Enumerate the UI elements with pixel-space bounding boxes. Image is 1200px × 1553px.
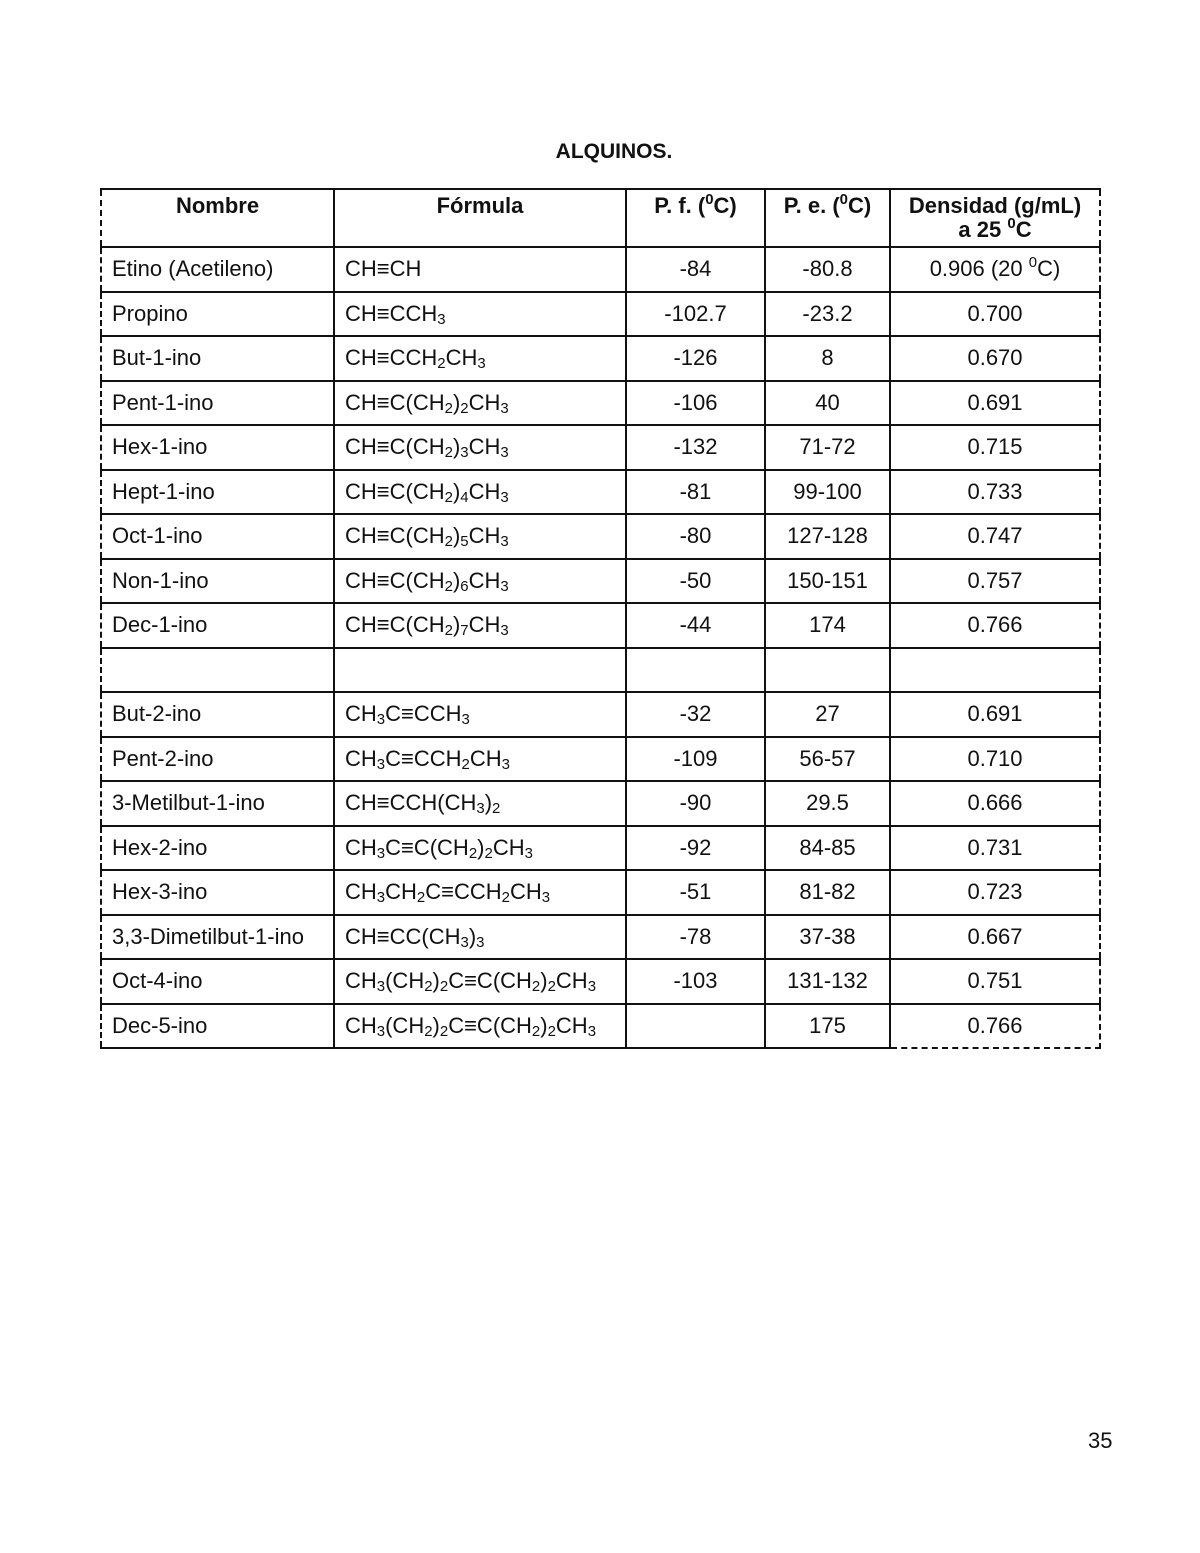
header-boiling-point: P. e. ($^0$C) [765,189,890,247]
cell-formula [334,648,626,693]
page-number: 35 [1088,1428,1113,1453]
table-row [101,336,1100,381]
cell-formula: $CH\equiv CCH(CH_3)_2$ [334,781,626,826]
cell-name: Pent-1-ino [101,381,334,426]
cell-density: 0.906 (20 $^0$C) [890,247,1100,292]
cell-boiling-point: 29.5 [765,781,890,826]
header-density [890,189,1100,247]
cell-formula: $CH\equiv CCH_2CH_3$ [334,336,626,381]
table-row [101,470,1100,515]
cell-boiling-point: 127-128 [765,514,890,559]
cell-name [101,648,334,693]
cell-melting-point: -109 [626,737,765,782]
cell-name: Oct-1-ino [101,514,334,559]
cell-boiling-point: 84-85 [765,826,890,871]
cell-boiling-point: 37-38 [765,915,890,960]
cell-boiling-point: 99-100 [765,470,890,515]
cell-melting-point: -84 [626,247,765,292]
header-formula: Fórmula [334,189,626,247]
cell-melting-point: -78 [626,915,765,960]
cell-density: 0.667 [890,915,1100,960]
table-body [101,247,1100,1048]
cell-melting-point: -44 [626,603,765,648]
cell-melting-point: -50 [626,559,765,604]
cell-density: 0.731 [890,826,1100,871]
cell-melting-point [626,1004,765,1049]
table-row [101,959,1100,1004]
cell-melting-point: -102.7 [626,292,765,337]
cell-boiling-point: 150-151 [765,559,890,604]
cell-name: But-1-ino [101,336,334,381]
cell-name: Dec-5-ino [101,1004,334,1049]
cell-formula: $CH_3CH_2C\equiv CCH_2CH_3$ [334,870,626,915]
header-name: Nombre [101,189,334,247]
table-row [101,514,1100,559]
cell-name: 3-Metilbut-1-ino [101,781,334,826]
cell-name: Oct-4-ino [101,959,334,1004]
cell-boiling-point: 131-132 [765,959,890,1004]
cell-density: 0.710 [890,737,1100,782]
cell-formula: $CH_3(CH_2)_2C\equiv C(CH_2)_2CH_3$ [334,959,626,1004]
cell-formula: CH≡CH [334,247,626,292]
table-row [101,1004,1100,1049]
document-title: ALQUINOS. [555,140,673,163]
table-row [101,247,1100,292]
cell-boiling-point: 27 [765,692,890,737]
cell-melting-point: -80 [626,514,765,559]
cell-name: Non-1-ino [101,559,334,604]
cell-formula: $CH\equiv C(CH_2)_7CH_3$ [334,603,626,648]
table-row [101,603,1100,648]
table-row [101,292,1100,337]
cell-melting-point: -51 [626,870,765,915]
table-row-spacer [101,648,1100,693]
cell-formula: $CH\equiv C(CH_2)_4CH_3$ [334,470,626,515]
table-row [101,692,1100,737]
cell-boiling-point: 175 [765,1004,890,1049]
alkynes-table [100,188,1101,1049]
table-row [101,915,1100,960]
cell-density: 0.691 [890,692,1100,737]
cell-name: 3,3-Dimetilbut-1-ino [101,915,334,960]
header-row [101,189,1100,247]
table-row [101,826,1100,871]
cell-boiling-point: 56-57 [765,737,890,782]
cell-boiling-point: 71-72 [765,425,890,470]
cell-boiling-point: -80.8 [765,247,890,292]
cell-melting-point: -81 [626,470,765,515]
cell-melting-point: -126 [626,336,765,381]
header-melting-point: P. f. ($^0$C) [626,189,765,247]
cell-density: 0.691 [890,381,1100,426]
cell-density [890,648,1100,693]
cell-formula: $CH\equiv C(CH_2)_5CH_3$ [334,514,626,559]
table-row [101,737,1100,782]
cell-density: 0.723 [890,870,1100,915]
cell-name: But-2-ino [101,692,334,737]
cell-formula: $CH\equiv C(CH_2)_6CH_3$ [334,559,626,604]
cell-name: Dec-1-ino [101,603,334,648]
cell-melting-point: -132 [626,425,765,470]
cell-density: 0.666 [890,781,1100,826]
cell-density: 0.700 [890,292,1100,337]
cell-density: 0.670 [890,336,1100,381]
cell-boiling-point: 81-82 [765,870,890,915]
cell-boiling-point: -23.2 [765,292,890,337]
cell-formula: $CH\equiv C(CH_2)_2CH_3$ [334,381,626,426]
cell-melting-point: -90 [626,781,765,826]
cell-boiling-point: 8 [765,336,890,381]
cell-formula: $CH_3C\equiv C(CH_2)_2CH_3$ [334,826,626,871]
cell-boiling-point: 174 [765,603,890,648]
cell-melting-point: -92 [626,826,765,871]
cell-formula: $CH\equiv C(CH_2)_3CH_3$ [334,425,626,470]
cell-boiling-point: 40 [765,381,890,426]
cell-density: 0.766 [890,603,1100,648]
cell-boiling-point [765,648,890,693]
cell-formula: $CH_3(CH_2)_2C\equiv C(CH_2)_2CH_3$ [334,1004,626,1049]
cell-density: 0.715 [890,425,1100,470]
cell-name: Pent-2-ino [101,737,334,782]
table-row [101,870,1100,915]
cell-name: Propino [101,292,334,337]
cell-formula: $CH\equiv CCH_3$ [334,292,626,337]
cell-density: 0.733 [890,470,1100,515]
cell-name: Hept-1-ino [101,470,334,515]
cell-name: Hex-2-ino [101,826,334,871]
header-density-line1: Densidad (g/mL) [908,193,1082,218]
table-row [101,425,1100,470]
cell-formula: $CH\equiv CC(CH_3)_3$ [334,915,626,960]
cell-name: Hex-3-ino [101,870,334,915]
cell-density: 0.757 [890,559,1100,604]
cell-melting-point: -106 [626,381,765,426]
cell-density: 0.766 [890,1004,1100,1049]
cell-melting-point: -32 [626,692,765,737]
cell-name: Hex-1-ino [101,425,334,470]
header-density-line2: a 25 $^0$C [958,215,1032,242]
cell-formula: $CH_3C\equiv CCH_2CH_3$ [334,737,626,782]
table-row [101,381,1100,426]
table-row [101,559,1100,604]
cell-density: 0.747 [890,514,1100,559]
cell-melting-point: -103 [626,959,765,1004]
cell-formula: $CH_3C\equiv CCH_3$ [334,692,626,737]
table-row [101,781,1100,826]
cell-name: Etino (Acetileno) [101,247,334,292]
cell-density: 0.751 [890,959,1100,1004]
cell-melting-point [626,648,765,693]
